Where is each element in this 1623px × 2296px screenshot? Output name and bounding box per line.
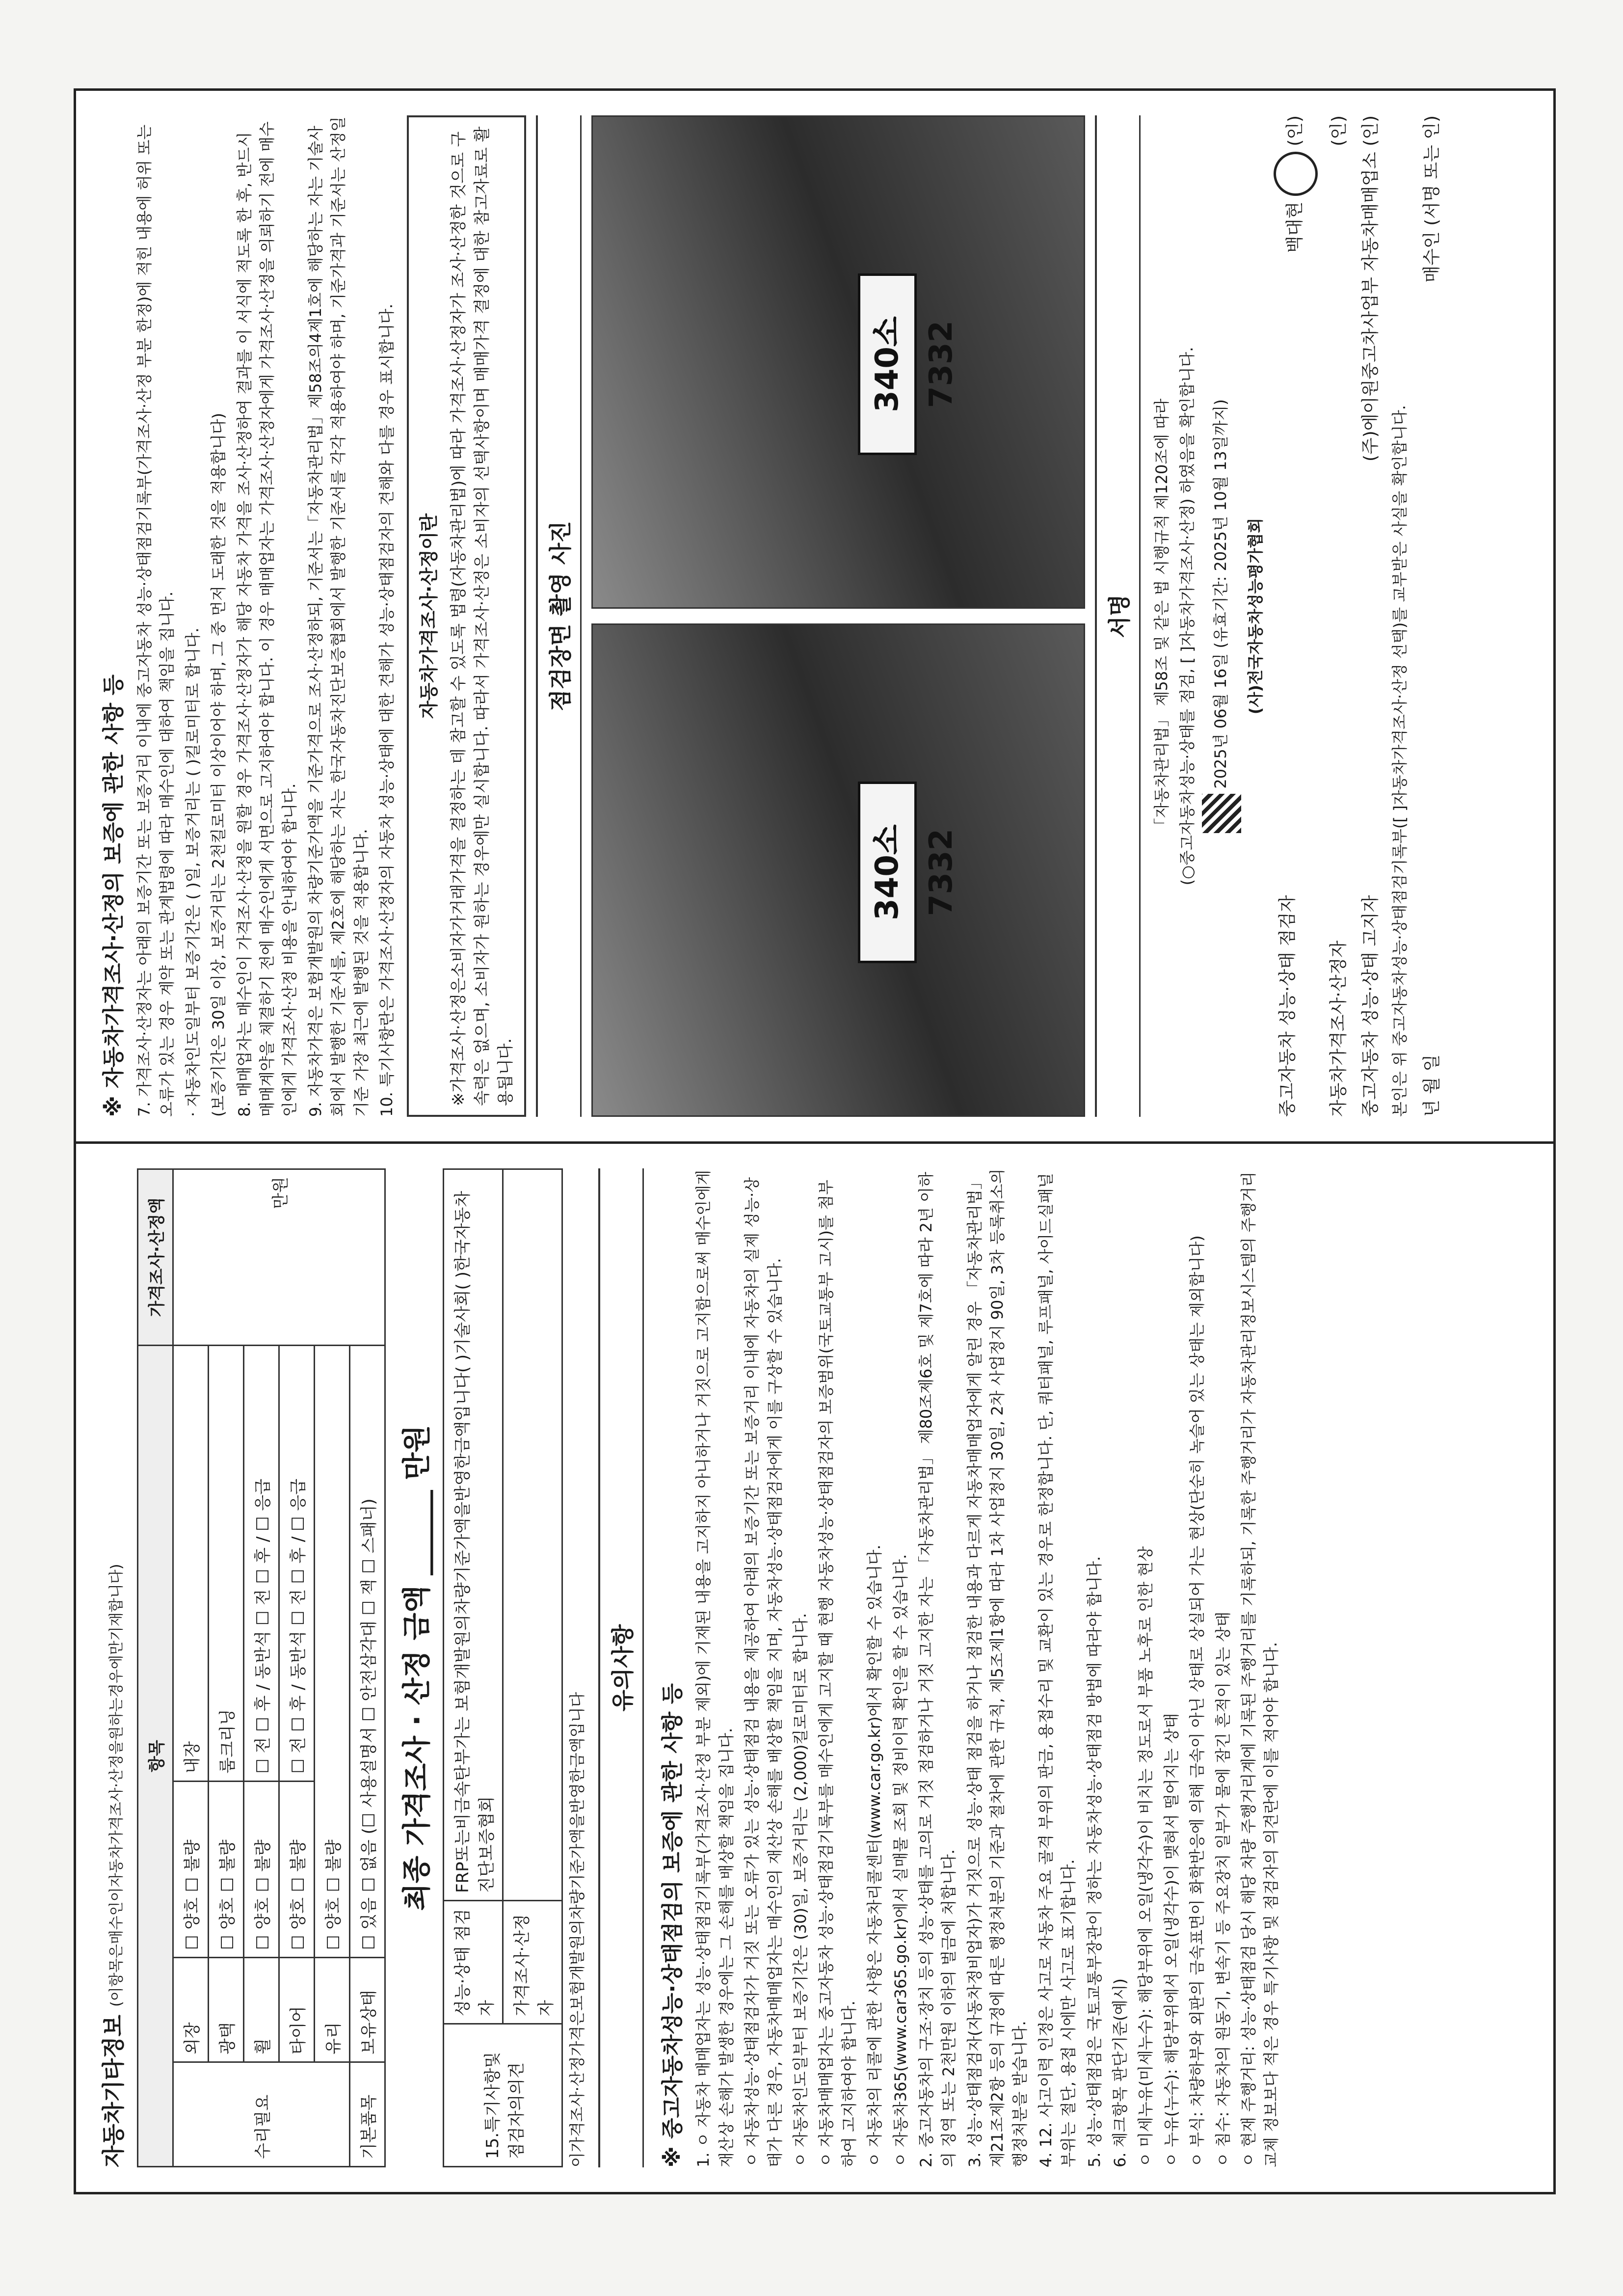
guarantee-item: 9. 자동차가격은 보험개발원의 차량기준가액을 기준가격으로 조사·산정하되, 기준서는「자동차관리법」제58조의4제1호에 해당하는 자는 기술사회에서 발행한 기준서를, 제2호에 해당하는 자는 한국자동차진단보증협회에서 발행한 기준서를 각각 적용하여야 하며, 기준가격과 기준서는 산정일 기준 가장 최근에 발행된 것을 적용합니다. [306, 116, 371, 1117]
document-page [74, 88, 1556, 2194]
caution-item: ㅇ 현재 주행거리: 성능·상태점검 당시 해당 차량 주행거리계에 기록된 주행거리를 기록하되, 기록한 주행거리가 자동차관리정보시스템의 주행거리 교체 정보보다 적은 경우 특기사항 및 점검자의 의견란에 이를 적어야 합니다. [1239, 1171, 1281, 2167]
caution-item: ㅇ 침수: 자동차의 원동기, 변속기 등 주요장치 일부가 물에 잠긴 흔적이 있는 상태 [1213, 1611, 1232, 2167]
caution-title: 유의사항 [598, 1168, 644, 2167]
caution-item: 2. 중고자동차의 구조·장치 등의 성능·상태를 고의로 거짓 점검하거나 거짓 고지한 자는 「자동차관리법」 제80조제6호 및 제7호에 따라 2년 이하의 징역 또는 2천만원 이하의 벌금에 처합니다. [916, 1172, 958, 2167]
basic-label: 기본품목 [350, 2062, 385, 2167]
caution-item: ㅇ 누유(누수): 해당부위에서 오일(냉각수)이 맺혀서 떨어지는 상태 [1162, 1713, 1181, 2167]
date-line: 2025년 06월 16일 (유효기간: 2025년 10월 13일까지) [1202, 115, 1241, 1117]
price-row-label: 가격조사·산정자 [503, 1901, 562, 2024]
row-options[interactable]: ☐ 전 ☐ 후 / 동반석 ☐ 전 ☐ 후 / ☐ 응급 [244, 1346, 279, 1781]
caution-list [692, 1168, 1282, 2167]
notice-box [407, 115, 526, 1117]
caution-item: ㅇ 자동차의 리콜에 관한 사항은 자동차리콜센터(www.car.go.kr)에서 확인할 수 있습니다. [865, 1544, 884, 2167]
row-options[interactable]: ☐ 전 ☐ 후 / 동반석 ☐ 전 ☐ 후 / ☐ 응급 [279, 1346, 315, 1781]
notice-text: ※가격조사·산정은소비자가거래가격을 결정하는 데 참고할 수 있도록 법령(자동차관리법)에 따라 가격조사·산정자가 조사·산정한 것으로 구속력은 없으며, 소비자가 원하는 경우에만 실시합니다. 따라서 가격조사·산정은 소비자의 선택사항이며 매매가격 결정에 대한 참고자료로 활용됩니다. [449, 126, 515, 1106]
license-plate: 340소7332 [858, 782, 917, 963]
other-info-title: 자동차기타정보 (이항목은매수인이자동차가격조사·산정을원하는경우에만기재합니다) [100, 1564, 127, 2167]
rotated-content [76, 91, 1553, 2192]
inspector-row-text: FRP또는비금속탄부가는 보험개발원의차량기준가액을반영한금액입니다( )기술사회( )한국자동차진단보증협회 [444, 1169, 503, 1901]
guarantee-item: 10. 특기사항란은 가격조사·산정자의 자동차 성능·상태에 대한 견해가 성능·상태점검자의 견해와 다를 경우 표시합니다. [377, 303, 396, 1117]
notifier-sign-row: 중고자동차 성능·상태 고지자 (주)에이원중고차사업부 자동차매매업소 (인) [1360, 115, 1381, 1117]
row-name: 외장 [173, 1958, 209, 2062]
price-row-text [503, 1169, 562, 1901]
photos-title: 점검장면 촬영 사진 [536, 115, 582, 1117]
basic-options[interactable]: ☐ 있음 ☐ 없음 (☐ 사용설명서 ☐ 안전삼각대 ☐ 잭 ☐ 스패너) [350, 1346, 385, 1958]
repair-label: 수리필요 [173, 2062, 350, 2167]
license-plate: 340소7332 [858, 273, 917, 455]
photos-row [591, 115, 1085, 1117]
receipt-text: 본인은 위 중고자동차성능·상태점검기록부([ ]자동차가격조사·산정 선택)를 교부받은 사실을 확인합니다. [1390, 405, 1410, 1117]
col-item: 항목 [138, 1346, 173, 2167]
right-half [76, 91, 1553, 1141]
caution-subtitle: ※ 중고자동차성능·상태점검의 보증에 관한 사항 등 [660, 1683, 686, 2167]
sign-text: 「자동차관리법」 제58조 및 같은 법 시행규칙 제120조에 따라 [1152, 398, 1171, 834]
basic-status: 보유상태 [350, 1958, 385, 2062]
inspector-row-label: 성능·상태 점검자 [444, 1901, 503, 2024]
caution-item: 4. 12. 사고이력 인정은 사고로 자동차 주요 골격 부위의 판금, 용접수리 및 교환이 있는 경우로 한정합니다. 단, 쿼터패널, 루프패널, 사이드실패널 부위는 절단, 용접 시에만 사고로 표기합니다. [1036, 1173, 1078, 2167]
qr-code-icon [1202, 794, 1241, 833]
notice-title: 자동차가격조사·산정이란 [418, 513, 440, 719]
inspector-sign-row: 중고자동차 성능·상태 점검자 백대현 (인) [1274, 115, 1318, 1117]
caution-item: 3. 성능·상태점검자(자동차정비업자)가 거짓으로 성능·상태 점검을 하거나 점검한 내용과 다르게 자동차매매업자에게 알린 경우 「자동차관리법」 제21조제2항 등의 규정에 따른 행정처분의 기준과 절차에 관한 규칙, 제5조제1항에 따라 1차 사업정지 30일, 2차 사업정지 90일, 3차 등록취소의 행정처분을 받습니다. [965, 1168, 1030, 2167]
caution-item: 5. 성능·상태점검은 국토교통부장관이 정하는 자동차성능·상태점검 방법에 따라야 합니다. [1085, 1556, 1104, 2167]
row-options[interactable]: ☐ 양호 ☐ 불량 [315, 1346, 350, 1958]
buyer-sign-row: 년 월 일 매수인 (서명 또는 인) [1422, 115, 1442, 1117]
row-options[interactable]: ☐ 양호 ☐ 불량 [209, 1781, 244, 1957]
sign-text: (○중고자동차성능·상태를 점검, [ ]자동차가격조사·산정) 하였음을 확인합니다. [1178, 347, 1197, 886]
guarantee-item: 7. 가격조사·산정자는 아래의 보증기간 또는 보증거리 이내에 중고자동차 성능·상태점검기록부(가격조사·산정 부분 한정)에 적힌 내용에 허위 또는 오류가 있는 경우 계약 또는 관계법령에 따라 매수인에 대하여 책임을 집니다. [135, 124, 177, 1117]
special-label: 15.특기사항및 점검자의의견 [444, 2024, 562, 2167]
row-name: 타이어 [279, 1958, 315, 2062]
special-notes-table [443, 1168, 563, 2167]
rear-car-photo [591, 115, 1085, 609]
seal-icon [1274, 152, 1318, 196]
caution-item: ㅇ 자동차인도일부터 보증기간은 (30)일, 보증거리는 (2,000)킬로미터로 합니다. [791, 1613, 810, 2167]
guarantee-item: (보증기간은 30일 이상, 보증거리는 2천킬로미터 이상이어야 하며, 그 중 먼저 도래한 것을 적용합니다) [209, 412, 228, 1117]
caution-item: ㅇ 자동차매매업자는 중고자동차 성능·상태점검기록부를 매수인에게 고지할 때 현행 자동차성능·상태점검자의 보증범위(국토교통부 고시)를 첨부하여 고지하여야 합니다. [817, 1180, 858, 2167]
row-options[interactable]: ☐ 양호 ☐ 불량 [279, 1781, 315, 1957]
caution-item: 6. 체크항목 판단기준(예시) [1111, 1978, 1130, 2167]
caution-item: ㅇ 자동차365(www.car365.go.kr)에서 실매물 조회 및 정비이력 확인을 할 수 있습니다. [891, 1554, 910, 2167]
front-car-photo [591, 623, 1085, 1117]
caution-item: ㅇ 자동차성능·상태점검자가 거짓 또는 오류가 있는 성능·상태점검 내용을 제공하여 아래의 보증기간 또는 보증거리 이내에 자동차의 실제 성능·상태가 다른 경우, 자동차매매업자는 매수인의 재산상 손해를 배상할 책임을 지며, 자동차성능·상태점검자에게 이를 구상할 수 있습니다. [743, 1177, 784, 2167]
guarantee-title: ※ 자동차가격조사·산정의 보증에 관한 사항 등 [101, 674, 126, 1117]
left-half [76, 1141, 1553, 2192]
price-sign-row: 자동차가격조사·산정자 (인) [1329, 115, 1349, 1117]
row-name: 룸크리닝 [209, 1346, 244, 1781]
row-options[interactable]: ☐ 양호 ☐ 불량 [244, 1781, 279, 1957]
row-name: 내장 [173, 1346, 209, 1781]
caution-item: ㅇ 미세누유(미세누수): 해당부위에 오일(냉각수)이 비치는 정도로서 부품 노후로 인한 현상 [1136, 1546, 1155, 2167]
row-options[interactable]: ☐ 양호 ☐ 불량 [173, 1781, 209, 1957]
guarantee-item: · 자동차인도일부터 보증기간은 ( )일, 보증거리는 ( )킬로미터로 합니다. [183, 627, 202, 1117]
price-unit: 만원 [173, 1169, 385, 1346]
caution-item: 1. ㅇ 자동차 매매업자는 성능·상태점검기록부(가격조사·산정 부분 제외)에 기재된 내용을 고지하지 아니하거나 거짓으로 고지함으로써 매수인에게 재산상 손해가 발생한 경우에는 그 손해를 배상할 책임을 집니다. [694, 1170, 736, 2167]
col-price: 가격조사·산정액 [138, 1169, 173, 1346]
row-name: 휠 [244, 1958, 279, 2062]
footer-note: 이가격조사·산정가격은보험개발원의차량기준가액을반영한금액입니다 [568, 1692, 586, 2167]
organization-name: (사)전국자동차성능평가협회 [1246, 517, 1265, 715]
guarantee-item: 8. 매매업자는 매수인이 가격조사·산정을 원할 경우 가격조사·산정자가 해당 자동차 가격을 조사·산정하여 결과를 이 서식에 적도록 한 후, 반드시 매매계약을 체결하기 전에 매수인에게 서면으로 고지하여야 합니다. 이 경우 매매업자는 가격조사·산정자에게 가격조사·산정을 의뢰하기 전에 매수인에게 가격조사·산정 비용을 안내하여야 합니다. [235, 121, 299, 1117]
final-price-row: 최종 가격조사 · 산정 금액 ______ 만원 [400, 1425, 433, 1911]
sign-title: 서명 [1095, 115, 1141, 1117]
row-name: 광택 [209, 1958, 244, 2062]
other-info-table [137, 1168, 386, 2167]
caution-item: ㅇ 부식: 차량하부와 외판의 금속표면이 화학반응에 의해 금속이 아닌 상태로 상실되어 가는 현상(단순히 녹슬어 있는 상태는 제외합니다) [1188, 1235, 1207, 2167]
row-name: 유리 [315, 1958, 350, 2062]
